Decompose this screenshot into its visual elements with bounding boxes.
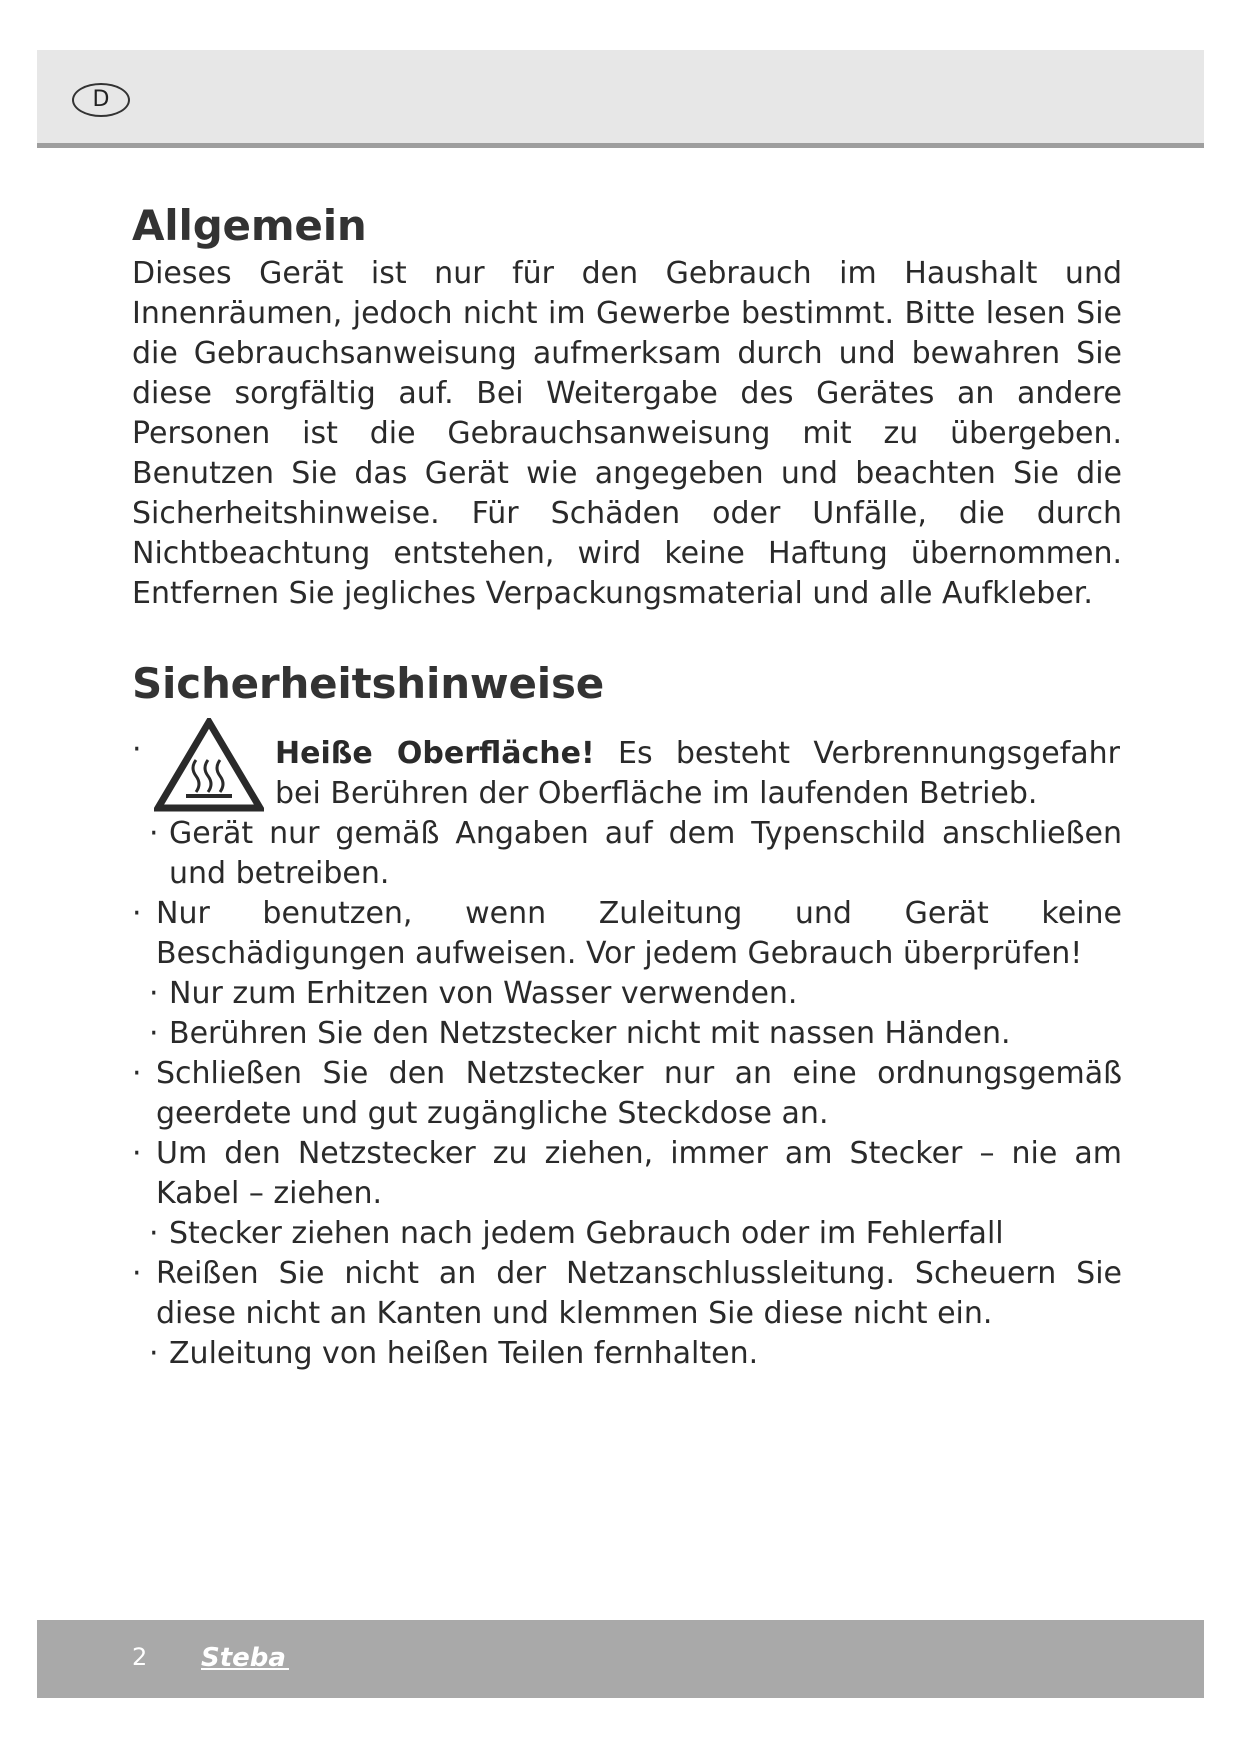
page-header: [37, 50, 1204, 148]
list-item: · Zuleitung von heißen Teilen fernhalten.: [132, 1334, 1122, 1374]
page-footer: [37, 1620, 1204, 1698]
hot-surface-warning-icon: [154, 718, 264, 814]
bullet-dot: ·: [132, 1136, 142, 1171]
list-item: · Um den Netzstecker zu ziehen, immer am Stecker – nie am Kabel – ziehen.: [132, 1136, 1122, 1211]
bullet-dot: ·: [132, 1056, 142, 1091]
section-title-allgemein: Allgemein: [132, 201, 367, 250]
list-item: · Nur benutzen, wenn Zuleitung und Gerät keine Beschädigungen aufweisen. Vor jedem Gebrauch überprüfen!: [132, 896, 1122, 971]
bullet-dot: ·: [149, 1216, 159, 1251]
bullet-dot: ·: [132, 896, 142, 931]
allgemein-paragraph: Dieses Gerät ist nur für den Gebrauch im Haushalt und Innenräumen, jedoch nicht im Gewerbe bestimmt. Bitte lesen Sie die Gebrauchsanweisung aufmerksam durch und bewahren Sie diese sorgfältig auf. Bei Weitergabe des Gerätes an andere Personen ist die Gebrauchsanweisung mit zu übergeben. Benutzen Sie das Gerät wie angegeben und beachten Sie die Sicherheitshinweise. Für Schäden oder Unfälle, die durch Nichtbeachtung entstehen, wird keine Haftung übernommen. Entfernen Sie jegliches Verpackungsmaterial und alle Aufkleber.: [132, 256, 1122, 611]
warning-description: Es besteht Verbrennungsgefahr bei Berühren der Oberfläche im laufenden Betrieb.: [275, 736, 1121, 811]
page-content: [132, 200, 1122, 1374]
safety-list: [132, 718, 1122, 1374]
steba-logo: [197, 1638, 327, 1678]
list-item: · Nur zum Erhitzen von Wasser verwenden.: [132, 974, 1122, 1014]
bullet-dot: ·: [149, 1336, 159, 1371]
language-badge: D: [72, 83, 130, 117]
list-item: · Stecker ziehen nach jedem Gebrauch oder im Fehlerfall: [132, 1214, 1122, 1254]
list-item: · Gerät nur gemäß Angaben auf dem Typenschild anschließen und betreiben.: [149, 816, 1122, 891]
list-item: · Schließen Sie den Netzstecker nur an eine ordnungsgemäß geerdete und gut zugängliche Steckdose an.: [132, 1056, 1122, 1131]
bullet-dot: ·: [149, 1016, 159, 1051]
warning-text: [275, 734, 1120, 814]
page-number: 2: [132, 1643, 148, 1671]
bullet-dot: ·: [132, 1256, 142, 1291]
list-item: · Berühren Sie den Netzstecker nicht mit nassen Händen.: [132, 1014, 1122, 1054]
logo-text: Steba: [201, 1643, 286, 1673]
warning-item: [132, 718, 1122, 814]
warning-title: Heiße Oberfläche!: [275, 736, 595, 771]
bullet-dot: ·: [149, 816, 159, 851]
bullet-dot: ·: [132, 732, 142, 767]
list-item: · Reißen Sie nicht an der Netzanschlussleitung. Scheuern Sie diese nicht an Kanten und klemmen Sie diese nicht ein.: [132, 1256, 1122, 1331]
section-title-sicherheitshinweise: Sicherheitshinweise: [132, 659, 605, 708]
bullet-dot: ·: [149, 976, 159, 1011]
